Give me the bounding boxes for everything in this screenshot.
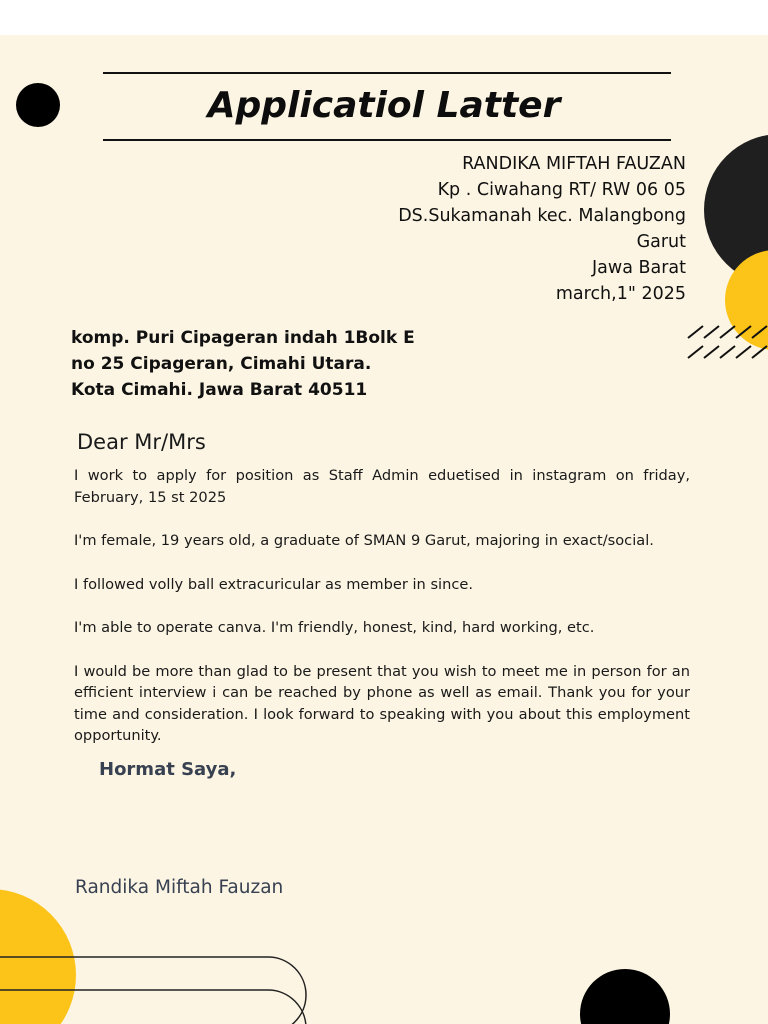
recipient-line2: no 25 Cipageran, Cimahi Utara. <box>71 354 372 374</box>
body-paragraph: I followed volly ball extracuricular as member in since. <box>74 575 473 593</box>
sender-province: Jawa Barat <box>592 258 686 278</box>
body-paragraph: I work to apply for position as Staff Admin eduetised in instagram on friday, February, 15 st 2025 <box>74 467 690 506</box>
sender-name: RANDIKA MIFTAH FAUZAN <box>462 154 686 174</box>
title-rule-top <box>103 72 671 74</box>
letter-page <box>0 35 768 1024</box>
sender-city: Garut <box>636 232 686 252</box>
body-paragraph: I'm able to operate canva. I'm friendly, honest, kind, hard working, etc. <box>74 619 595 636</box>
sender-address-line1: Kp . Ciwahang RT/ RW 06 05 <box>437 180 686 200</box>
closing: Hormat Saya, <box>99 759 237 780</box>
body-paragraph: I'm female, 19 years old, a graduate of SMAN 9 Garut, majoring in exact/social. <box>74 532 654 549</box>
black-circle-bottom <box>580 969 670 1024</box>
signature-name: Randika Miftah Fauzan <box>75 877 284 898</box>
sender-address-line2: DS.Sukamanah kec. Malangbong <box>398 206 686 226</box>
letter-date: march,1" 2025 <box>555 284 686 304</box>
recipient-line1: komp. Puri Cipageran indah 1Bolk E <box>71 328 415 348</box>
letter-title: Applicatiol Latter <box>207 85 561 126</box>
title-rule-bottom <box>103 139 671 141</box>
salutation: Dear Mr/Mrs <box>77 430 206 454</box>
recipient-address-block <box>71 325 415 403</box>
recipient-line3: Kota Cimahi. Jawa Barat 40511 <box>71 380 368 400</box>
body-paragraph: I would be more than glad to be present that you wish to meet me in person for an efficient interview i can be reached by phone as well as email. Thank you for your time and consideration. I look forward to speaking with you about this employment opportunity. <box>74 662 690 744</box>
letter-body <box>74 465 690 769</box>
sender-address-block <box>398 151 686 307</box>
